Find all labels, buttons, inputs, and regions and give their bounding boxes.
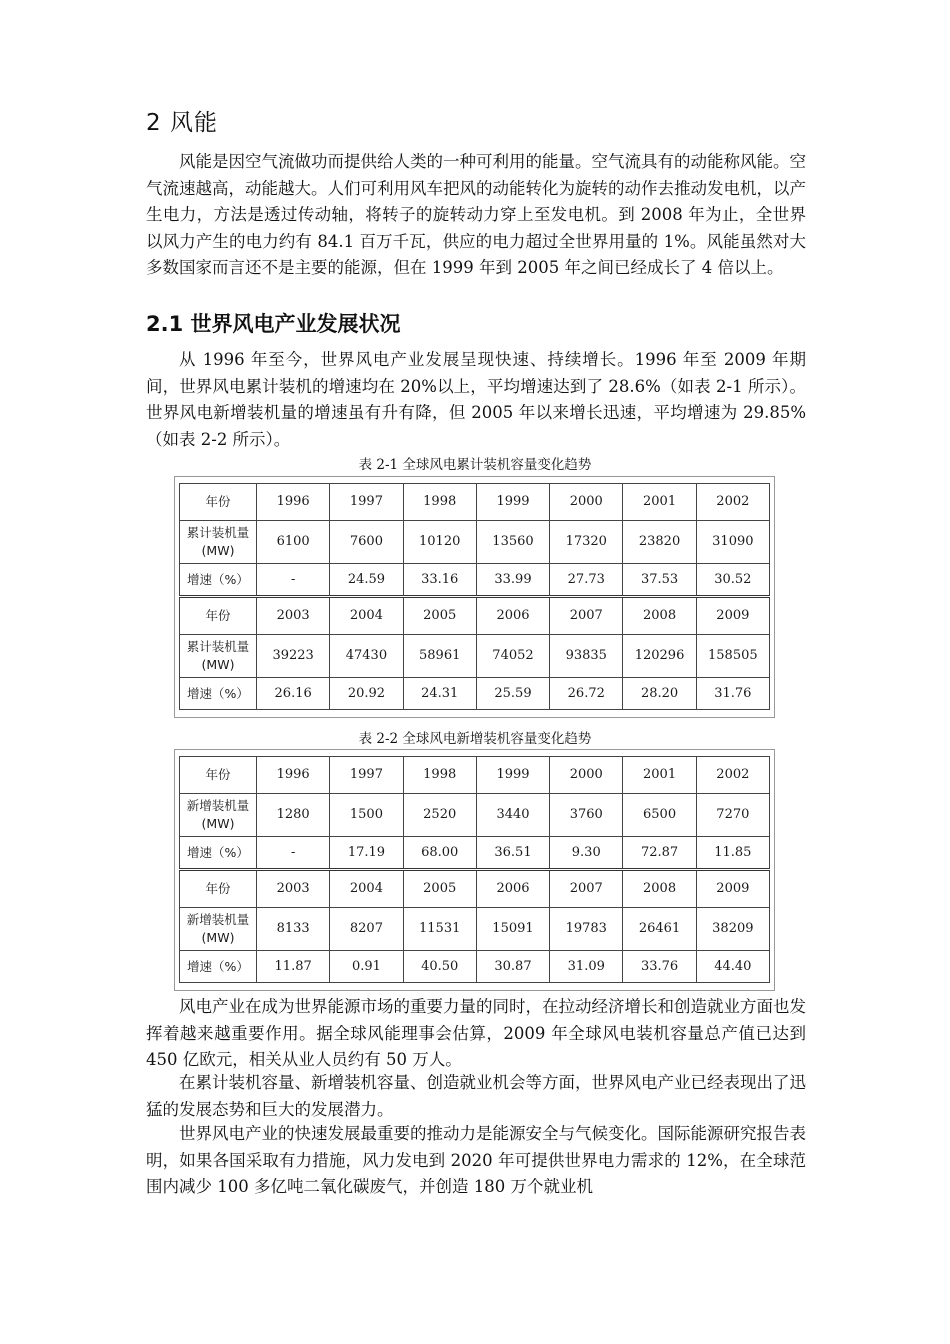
capacity-cell: 120296 — [623, 635, 696, 678]
growth-cell: 26.16 — [257, 678, 330, 710]
capacity-cell: 38209 — [696, 908, 769, 951]
subsection-heading: 2.1 世界风电产业发展状况 — [146, 312, 401, 336]
row-label: 增速（%） — [180, 678, 257, 710]
growth-cell: 24.59 — [330, 564, 403, 597]
paragraph: 风能是因空气流做功而提供给人类的一种可利用的能量。空气流具有的动能称风能。空气流速越高，动能越大。人们可利用风车把风的动能转化为旋转的动作去推动发电机，以产生电力，方法是透过传动轴，将转子的旋转动力穿上至发电机。到 2008 年为止，全世界以风力产生的电力约有 84.1 百万千瓦，供应的电力超过全世界用量的 1%。风能虽然对大多数国家而言还不是主要的能源，但在 1999 年到 2005 年之间已经成长了 4 倍以上。 — [146, 152, 806, 278]
year-cell: 2004 — [330, 870, 403, 908]
year-cell: 2003 — [257, 870, 330, 908]
growth-cell: 36.51 — [476, 837, 549, 870]
growth-cell: - — [257, 564, 330, 597]
year-cell: 2001 — [623, 757, 696, 794]
capacity-cell: 6500 — [623, 794, 696, 837]
growth-cell: 11.87 — [257, 951, 330, 983]
capacity-cell: 10120 — [403, 521, 476, 564]
row-label: 年份 — [180, 757, 257, 794]
growth-cell: 28.20 — [623, 678, 696, 710]
capacity-cell: 2520 — [403, 794, 476, 837]
capacity-cell: 6100 — [257, 521, 330, 564]
capacity-cell: 47430 — [330, 635, 403, 678]
year-cell: 2009 — [696, 597, 769, 635]
paragraph: 风电产业在成为世界能源市场的重要力量的同时，在拉动经济增长和创造就业方面也发挥着越来越重要作用。据全球风能理事会估算，2009 年全球风电装机容量总产值已达到 450 亿欧元，相关从业人员约有 50 万人。 — [146, 997, 806, 1070]
capacity-cell: 19783 — [550, 908, 623, 951]
table-row — [180, 635, 770, 678]
capacity-cell: 7270 — [696, 794, 769, 837]
growth-cell: 25.59 — [476, 678, 549, 710]
year-cell: 2008 — [623, 597, 696, 635]
row-label: 新增装机量(MW) — [180, 908, 257, 951]
capacity-cell: 1500 — [330, 794, 403, 837]
growth-cell: 31.09 — [550, 951, 623, 983]
growth-cell: 33.16 — [403, 564, 476, 597]
year-cell: 1998 — [403, 484, 476, 521]
capacity-cell: 26461 — [623, 908, 696, 951]
table-row — [180, 757, 770, 794]
table-row — [180, 564, 770, 597]
growth-cell: 30.52 — [696, 564, 769, 597]
year-cell: 2000 — [550, 484, 623, 521]
growth-cell: 33.76 — [623, 951, 696, 983]
growth-cell: 27.73 — [550, 564, 623, 597]
data-table-new-installations — [174, 749, 775, 991]
year-cell: 1998 — [403, 757, 476, 794]
section-heading: 2 风能 — [146, 110, 218, 136]
growth-cell: 37.53 — [623, 564, 696, 597]
year-cell: 2005 — [403, 870, 476, 908]
growth-cell: 17.19 — [330, 837, 403, 870]
year-cell: 1999 — [476, 757, 549, 794]
row-label: 年份 — [180, 597, 257, 635]
capacity-cell: 3440 — [476, 794, 549, 837]
year-cell: 1999 — [476, 484, 549, 521]
data-table-cumulative — [174, 476, 775, 718]
growth-cell: 9.30 — [550, 837, 623, 870]
year-cell: 1996 — [257, 757, 330, 794]
row-label: 年份 — [180, 870, 257, 908]
capacity-cell: 23820 — [623, 521, 696, 564]
table-caption: 表 2-2 全球风电新增装机容量变化趋势 — [358, 731, 592, 747]
table-row — [180, 951, 770, 983]
capacity-cell: 39223 — [257, 635, 330, 678]
year-cell: 2005 — [403, 597, 476, 635]
capacity-cell: 74052 — [476, 635, 549, 678]
capacity-cell: 1280 — [257, 794, 330, 837]
capacity-cell: 58961 — [403, 635, 476, 678]
capacity-cell: 31090 — [696, 521, 769, 564]
table-row — [180, 678, 770, 710]
row-label: 累计装机量(MW) — [180, 521, 257, 564]
growth-cell: 11.85 — [696, 837, 769, 870]
table-row — [180, 837, 770, 870]
paragraph: 在累计装机容量、新增装机容量、创造就业机会等方面，世界风电产业已经表现出了迅猛的发展态势和巨大的发展潜力。 — [146, 1073, 806, 1119]
growth-cell: 24.31 — [403, 678, 476, 710]
growth-cell: 68.00 — [403, 837, 476, 870]
row-label: 增速（%） — [180, 837, 257, 870]
paragraph: 从 1996 年至今，世界风电产业发展呈现快速、持续增长。1996 年至 2009 年期间，世界风电累计装机的增速均在 20%以上，平均增速达到了 28.6%（如表 2-1 所示）。世界风电新增装机量的增速虽有升有降，但 2005 年以来增长迅速，平均增速为 29.85%（如表 2-2 所示）。 — [146, 350, 806, 449]
year-cell: 2007 — [550, 597, 623, 635]
year-cell: 1996 — [257, 484, 330, 521]
year-cell: 2002 — [696, 757, 769, 794]
year-cell: 2000 — [550, 757, 623, 794]
row-label: 年份 — [180, 484, 257, 521]
table-row — [180, 794, 770, 837]
growth-cell: 26.72 — [550, 678, 623, 710]
capacity-cell: 158505 — [696, 635, 769, 678]
year-cell: 2001 — [623, 484, 696, 521]
capacity-cell: 3760 — [550, 794, 623, 837]
table-row — [180, 908, 770, 951]
capacity-cell: 8133 — [257, 908, 330, 951]
year-cell: 2006 — [476, 597, 549, 635]
capacity-cell: 7600 — [330, 521, 403, 564]
growth-cell: 44.40 — [696, 951, 769, 983]
growth-cell: 30.87 — [476, 951, 549, 983]
row-label: 增速（%） — [180, 564, 257, 597]
year-cell: 1997 — [330, 484, 403, 521]
capacity-cell: 13560 — [476, 521, 549, 564]
growth-cell: 33.99 — [476, 564, 549, 597]
year-cell: 2009 — [696, 870, 769, 908]
growth-cell: 40.50 — [403, 951, 476, 983]
year-cell: 2008 — [623, 870, 696, 908]
capacity-cell: 93835 — [550, 635, 623, 678]
row-label: 新增装机量(MW) — [180, 794, 257, 837]
growth-cell: 0.91 — [330, 951, 403, 983]
table-row — [180, 870, 770, 908]
capacity-cell: 17320 — [550, 521, 623, 564]
row-label: 累计装机量(MW) — [180, 635, 257, 678]
growth-cell: 31.76 — [696, 678, 769, 710]
year-cell: 1997 — [330, 757, 403, 794]
growth-cell: - — [257, 837, 330, 870]
year-cell: 2003 — [257, 597, 330, 635]
table-row — [180, 597, 770, 635]
capacity-cell: 11531 — [403, 908, 476, 951]
row-label: 增速（%） — [180, 951, 257, 983]
table-row — [180, 484, 770, 521]
capacity-cell: 8207 — [330, 908, 403, 951]
growth-cell: 20.92 — [330, 678, 403, 710]
paragraph: 世界风电产业的快速发展最重要的推动力是能源安全与气候变化。国际能源研究报告表明，如果各国采取有力措施，风力发电到 2020 年可提供世界电力需求的 12%，在全球范围内减少 100 多亿吨二氧化碳废气，并创造 180 万个就业机 — [146, 1124, 806, 1197]
table-row — [180, 521, 770, 564]
year-cell: 2002 — [696, 484, 769, 521]
growth-cell: 72.87 — [623, 837, 696, 870]
year-cell: 2006 — [476, 870, 549, 908]
year-cell: 2004 — [330, 597, 403, 635]
capacity-cell: 15091 — [476, 908, 549, 951]
year-cell: 2007 — [550, 870, 623, 908]
table-caption: 表 2-1 全球风电累计装机容量变化趋势 — [358, 457, 592, 473]
